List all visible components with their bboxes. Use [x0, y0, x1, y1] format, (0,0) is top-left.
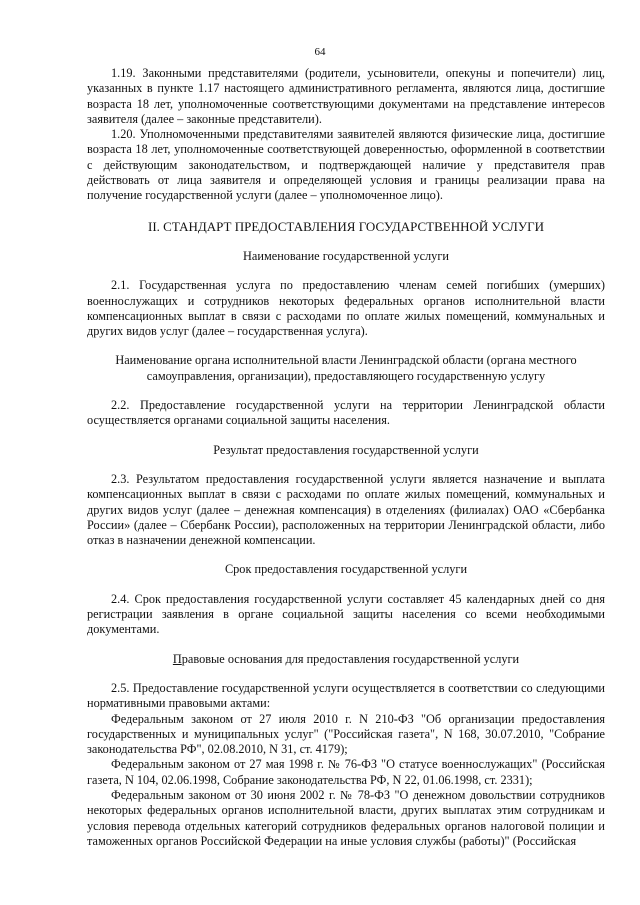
page-number: 64 — [314, 46, 326, 58]
law-210-fz: Федеральным законом от 27 июля 2010 г. N 210-ФЗ "Об организации предоставления государственных и муниципальных услуг" ("Российская газета", N 168, 30.07.2010, "Собрание законодательства РФ", 02.08.2010, N 31, ст. 4179); — [87, 711, 605, 757]
paragraph-2-3: 2.3. Результатом предоставления государственной услуги является назначение и выплата компенсационных выплат в связи с расходами по оплате жилых помещений, коммунальных и других видов услуг (далее – денежная компенсация) в отделениях (филиалах) ОАО «Сбербанка России» (далее – Сбербанк России), расположенных на территории Ленинградской области, либо отказ в назначении денежной компенсации. — [87, 471, 605, 548]
law-76-fz: Федеральным законом от 27 мая 1998 г. № 76-ФЗ "О статусе военнослужащих" (Российская газета, N 104, 02.06.1998, Собрание законодательства РФ, N 22, 01.06.1998, ст. 2331); — [87, 757, 605, 787]
heading-authority-name: Наименование органа исполнительной власти Ленинградской области (органа местного самоуправления, организации), предоставляющего государственную услугу — [115, 353, 577, 383]
paragraph-1-19: 1.19. Законными представителями (родители, усыновители, опекуны и попечители) лиц, указанных в пункте 1.17 настоящего административного регламента, являются лица, достигшие возраста 18 лет, уполномоченные соответствующими документами на представление интересов заявителя (далее – законные представители). — [87, 66, 605, 126]
paragraph-2-5: 2.5. Предоставление государственной услуги осуществляется в соответствии со следующими нормативными правовыми актами: — [87, 680, 605, 711]
heading-legal-basis-initial: П — [172, 651, 182, 666]
paragraph-2-4: 2.4. Срок предоставления государственной услуги составляет 45 календарных дней со дня регистрации заявления в органе социальной защиты населения со всеми необходимыми документами. — [87, 591, 605, 637]
heading-result: Результат предоставления государственной услуги — [213, 442, 479, 457]
heading-legal-basis — [87, 652, 605, 667]
section-title: II. СТАНДАРТ ПРЕДОСТАВЛЕНИЯ ГОСУДАРСТВЕННОЙ УСЛУГИ — [148, 218, 544, 234]
heading-service-name: Наименование государственной услуги — [243, 248, 449, 263]
heading-legal-basis-rest: равовые основания для предоставления государственной услуги — [181, 651, 520, 666]
paragraph-1-20: 1.20. Уполномоченными представителями заявителей являются физические лица, достигшие возраста 18 лет, уполномоченные соответствующей доверенностью, оформленной в соответствии с действующим законодательством, и подтверждающей наличие у представителя прав действовать от лица заявителя и определяющей условия и границы реализации права на получение государственной услуги (далее – уполномоченное лицо). — [87, 127, 605, 203]
law-78-fz: Федеральным законом от 30 июня 2002 г. № 78-ФЗ "О денежном довольствии сотрудников некоторых федеральных органов исполнительной власти, других выплатах этим сотрудникам и условия перевода отдельных категорий сотрудников федеральных органов налоговой полиции и таможенных органов Российской Федерации на иные условия службы (работы)" (Российская — [87, 787, 605, 848]
heading-term: Срок предоставления государственной услуги — [224, 562, 468, 577]
document-body — [87, 66, 605, 849]
paragraph-2-1: 2.1. Государственная услуга по предоставлению членам семей погибших (умерших) военнослужащих и сотрудников некоторых федеральных органов исполнительной власти компенсационных выплат в связи с расходами по оплате жилых помещений, коммунальных и других видов услуг (далее – государственная услуга). — [87, 278, 605, 339]
paragraph-2-2: 2.2. Предоставление государственной услуги на территории Ленинградской области осуществляется органами социальной защиты населения. — [87, 398, 605, 428]
